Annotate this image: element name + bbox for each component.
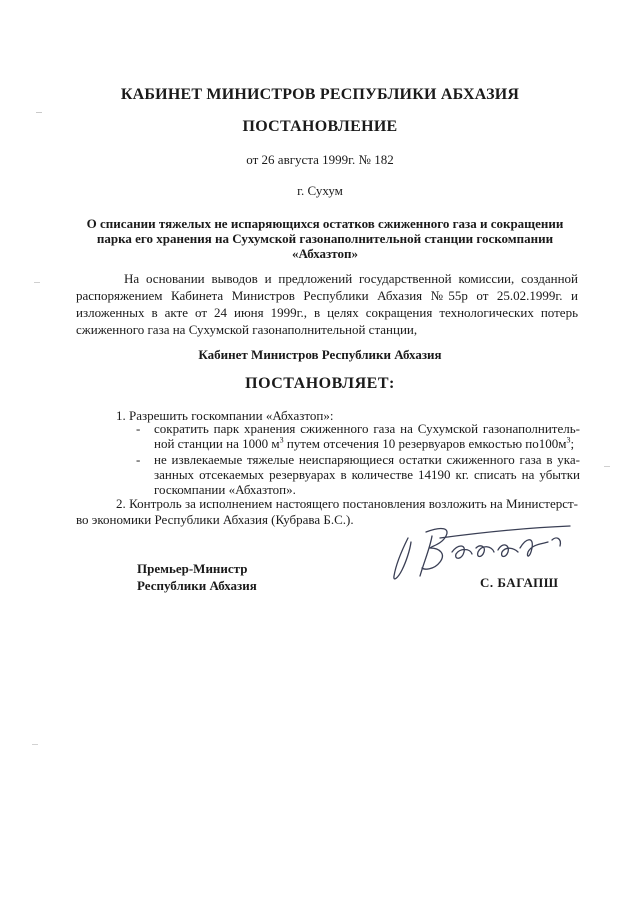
date-and-number: от 26 августа 1999г. № 182 — [246, 152, 394, 167]
position-line: Премьер-Министр — [137, 561, 248, 576]
bullet-dash: - — [136, 421, 141, 436]
signatory-position — [137, 560, 257, 594]
document-subject — [70, 216, 580, 261]
preamble-line: сжиженного газа на Сухумской газонаполнительной станции, — [76, 322, 418, 337]
scan-mark — [34, 282, 40, 287]
item-2-line: 2. Контроль за исполнением настоящего постановления возложить на Министерст- — [116, 496, 578, 511]
item-2-line: во экономики Республики Абхазия (Кубрава Б.С.). — [76, 512, 354, 527]
bullet-line: не извлекаемые тяжелые неиспаряющиеся остатки сжиженного газа в ука- — [154, 452, 580, 467]
preamble-line: распоряжением Кабинета Министров Республики Абхазия №55р от 25.02.1999г. и — [76, 288, 578, 303]
scan-mark — [32, 744, 38, 749]
preamble-line: изложенных в акте от 24 июня 1999г., в целях сокращения технологических потерь — [76, 305, 578, 320]
document-type-title: ПОСТАНОВЛЕНИЕ — [242, 118, 398, 135]
preamble-paragraph — [76, 270, 578, 338]
issuing-body: Кабинет Министров Республики Абхазия — [198, 347, 442, 362]
signatory-name: С. БАГАПШ — [480, 575, 559, 590]
resolves-heading: ПОСТАНОВЛЯЕТ: — [245, 375, 395, 392]
organization-title: КАБИНЕТ МИНИСТРОВ РЕСПУБЛИКИ АБХАЗИЯ — [120, 86, 520, 103]
scan-mark — [36, 112, 42, 117]
scan-mark — [604, 466, 610, 471]
bullet-line: сократить парк хранения сжиженного газа на Сухумской газонаполнитель- — [154, 421, 580, 436]
item-1-heading: 1. Разрешить госкомпании «Абхазтоп»: — [116, 408, 334, 423]
position-line: Республики Абхазия — [137, 578, 257, 593]
bullet-line: ной станции на 1000 $м^3$ путем отсечения 10 резервуаров емкостью $по100м^3$; — [154, 435, 575, 451]
subject-line: О списании тяжелых не испаряющихся остатков сжиженного газа и сокращении — [86, 216, 564, 231]
city-line: г. Сухум — [297, 183, 343, 198]
bullet-dash: - — [136, 452, 141, 467]
subject-line: парка его хранения на Сухумской газонаполнительной станции госкомпании — [96, 231, 554, 246]
preamble-line: На основании выводов и предложений государственной комиссии, созданной — [124, 271, 578, 286]
subject-line: «Абхазтоп» — [292, 246, 358, 261]
bullet-line: госкомпании «Абхазтоп». — [154, 482, 296, 497]
bullet-line: занных отсекаемых резервуарах в количестве 14190 кг. списать на убытки — [154, 467, 580, 482]
